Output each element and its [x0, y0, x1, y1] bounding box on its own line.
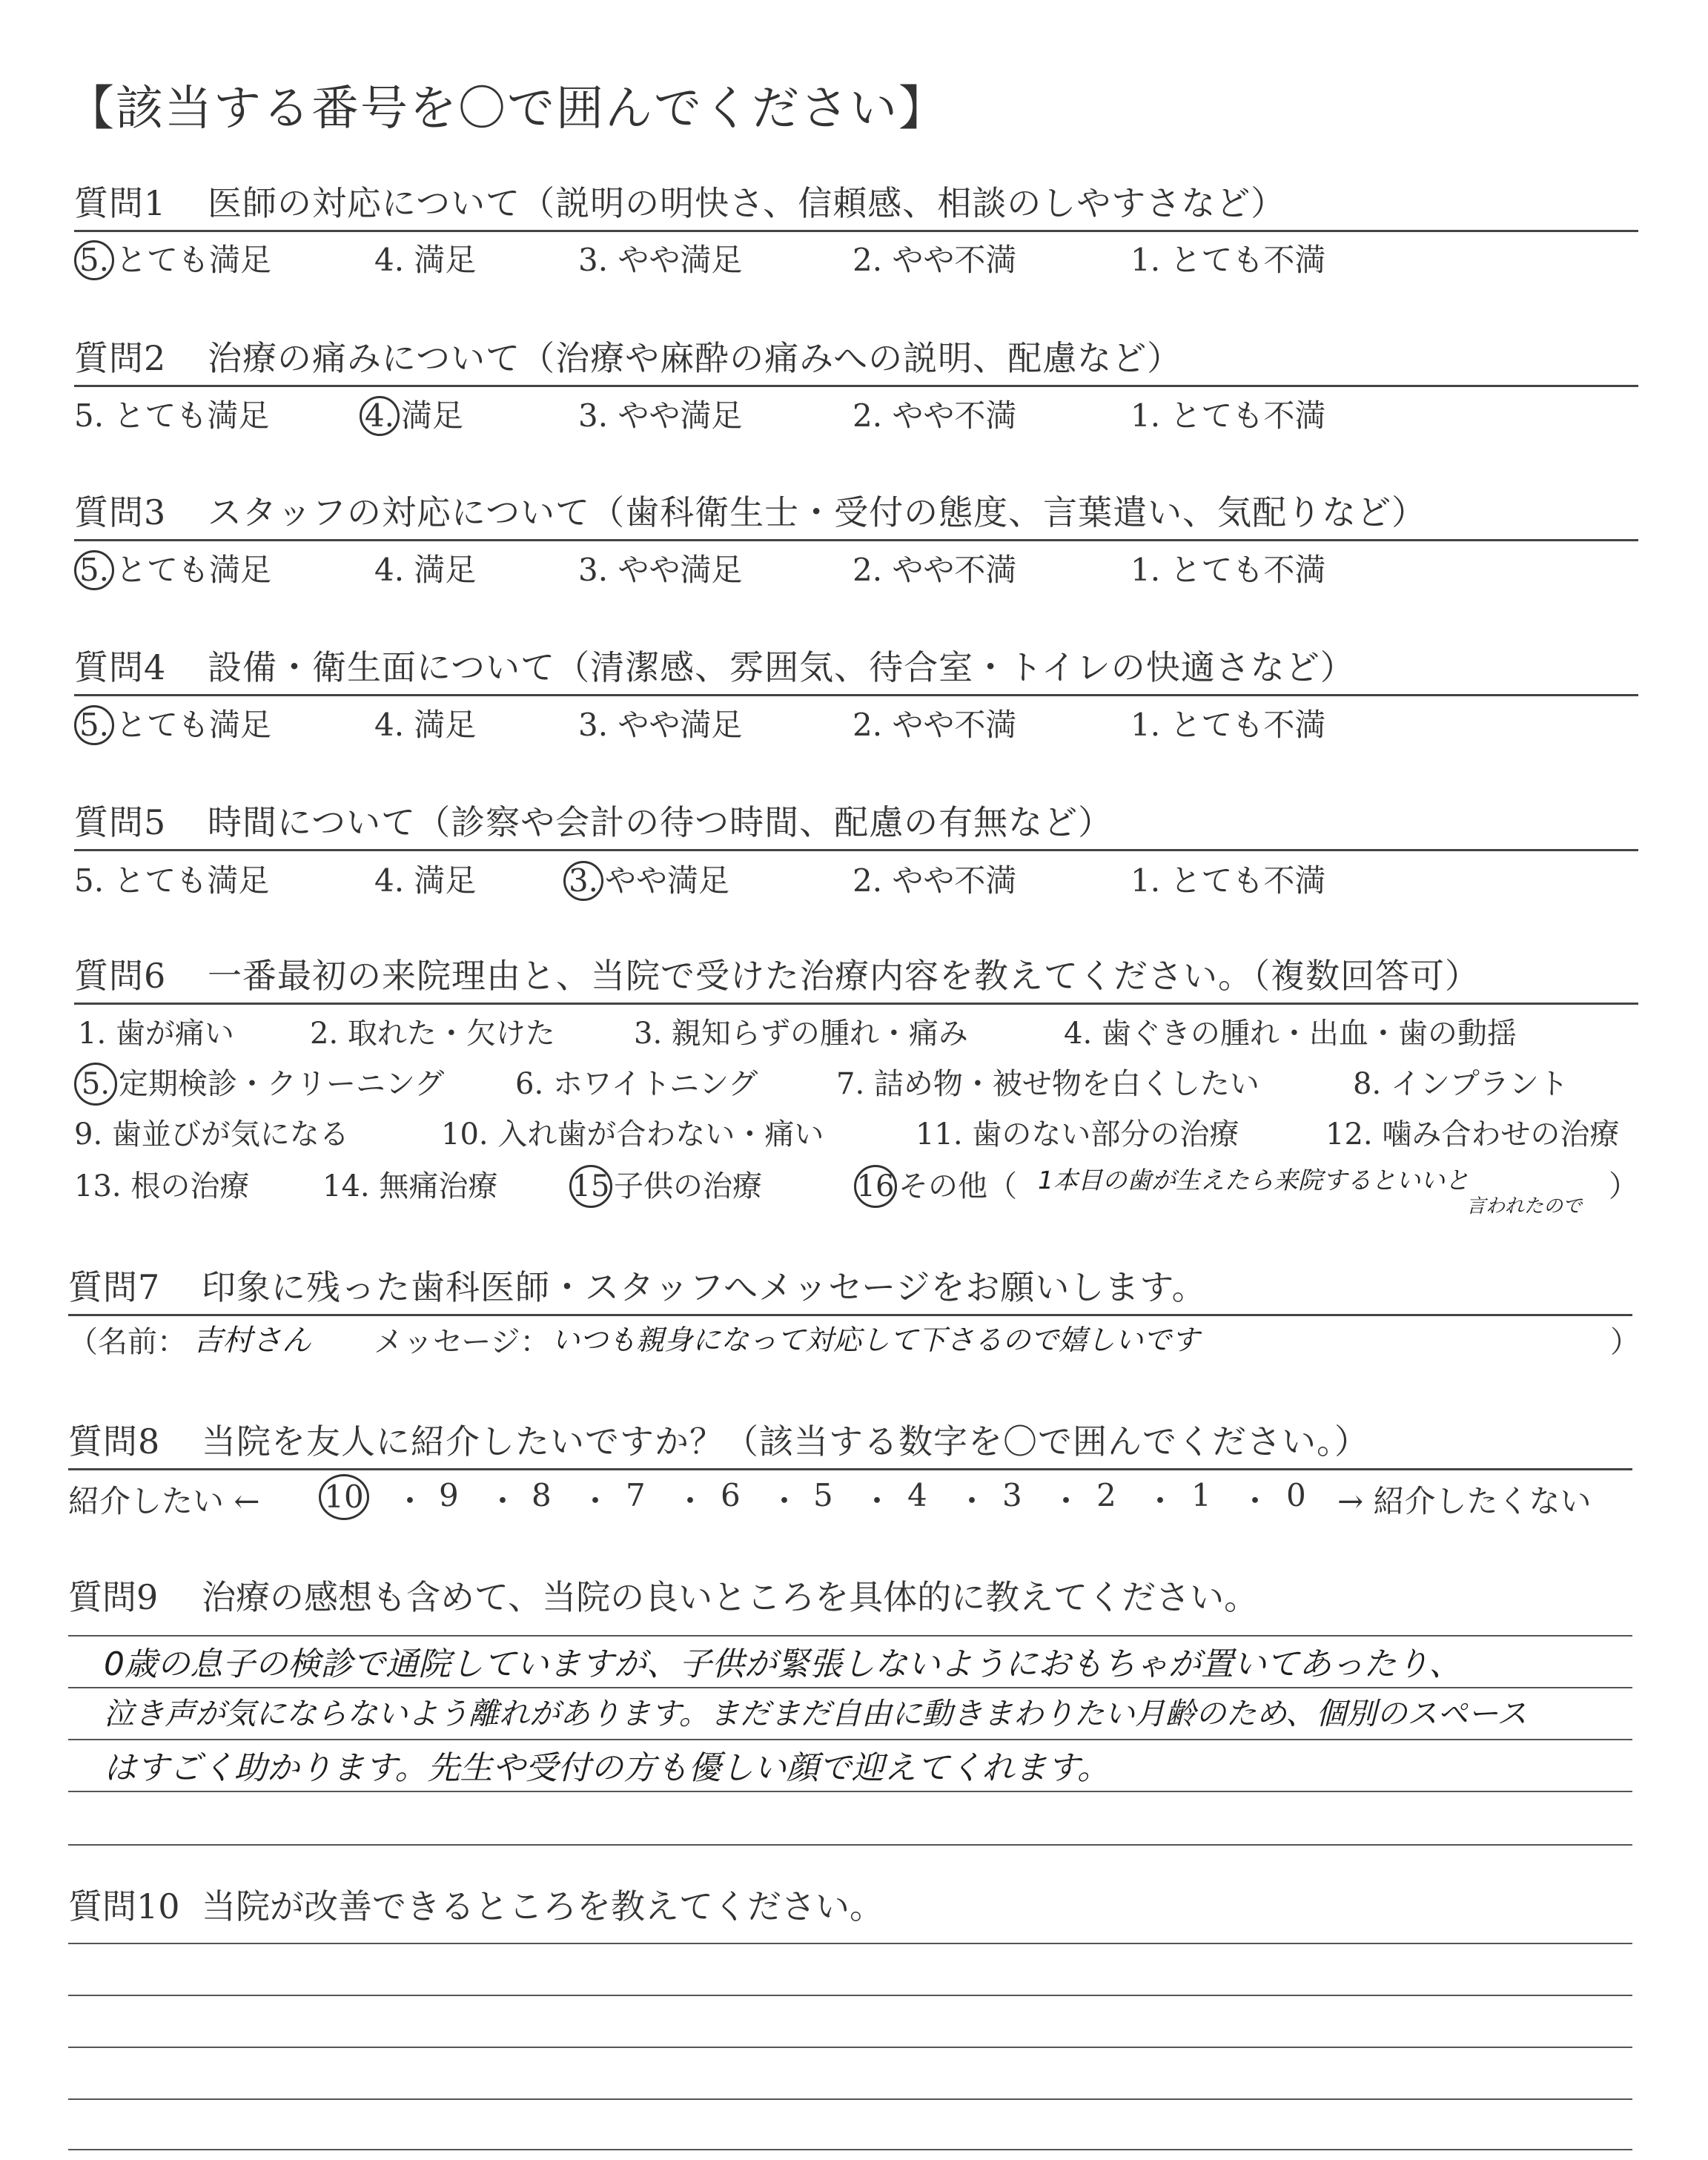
scale-dot: ・ — [1239, 1483, 1271, 1519]
scale-left-label: 紹介したい ← — [68, 1483, 260, 1519]
scale-value-6[interactable]: 6 — [721, 1477, 741, 1513]
page-title: 【該当する番号を〇で囲んでください】 — [67, 82, 947, 136]
option-1[interactable]: 1. とても不満 — [1131, 862, 1326, 899]
question-number: 質問3 — [74, 492, 167, 532]
option-3[interactable]: 3. やや満足 — [578, 707, 743, 743]
q6-option-13[interactable]: 13. 根の治療 — [74, 1169, 250, 1203]
scale-dot: ・ — [1050, 1483, 1082, 1519]
message-label: メッセージ： — [374, 1325, 550, 1359]
question-text: 当院が改善できるところを教えてください。 — [202, 1886, 884, 1926]
q6-option-2[interactable]: 2. 取れた・欠けた — [310, 1017, 555, 1051]
name-label: （名前： — [68, 1325, 187, 1359]
option-4[interactable]: 4. 満足 — [374, 552, 477, 588]
q6-option-8[interactable]: 8. インプラント — [1353, 1067, 1569, 1101]
answer-line — [68, 1635, 1632, 1636]
scale-value-3[interactable]: 3 — [1002, 1477, 1022, 1513]
q6-option-9[interactable]: 9. 歯並びが気になる — [74, 1117, 349, 1152]
q6-option-3[interactable]: 3. 親知らずの腫れ・痛み — [634, 1017, 968, 1051]
scale-value-7[interactable]: 7 — [626, 1477, 646, 1513]
q6-option-6[interactable]: 6. ホワイトニング — [515, 1067, 758, 1101]
question-5-options — [74, 856, 1638, 901]
option-1[interactable]: 1. とても不満 — [1131, 397, 1326, 434]
q6-option-12[interactable]: 12. 噛み合わせの治療 — [1325, 1117, 1620, 1152]
answer-line — [68, 2149, 1632, 2150]
question-3-options — [74, 546, 1638, 590]
question-text: スタッフの対応について（歯科衛生士・受付の態度、言葉遣い、気配りなど） — [208, 492, 1427, 532]
question-number: 質問1 — [74, 183, 167, 223]
q6-other-close: ） — [1609, 1169, 1638, 1203]
q6-other-answer: 1本目の歯が生えたら来院するといいと — [1038, 1166, 1469, 1195]
name-value[interactable]: 吉村さん — [193, 1324, 311, 1358]
option-5-selected[interactable]: 5. とても満足 — [74, 701, 271, 745]
scale-dot: ・ — [769, 1483, 801, 1519]
q6-option-4[interactable]: 4. 歯ぐきの腫れ・出血・歯の動揺 — [1064, 1017, 1517, 1051]
scale-value-4[interactable]: 4 — [907, 1477, 927, 1513]
question-3-title — [74, 486, 1638, 541]
question-number: 質問2 — [74, 338, 167, 378]
option-5[interactable]: 5. とても満足 — [74, 397, 270, 434]
answer-line — [68, 1995, 1632, 1996]
question-number: 質問8 — [68, 1421, 161, 1462]
option-5[interactable]: 5. とても満足 — [74, 862, 270, 899]
answer-line — [68, 1739, 1632, 1740]
option-2[interactable]: 2. やや不満 — [853, 242, 1017, 278]
message-close: ） — [1610, 1325, 1640, 1359]
scale-dot: ・ — [861, 1483, 893, 1519]
question-number: 質問9 — [68, 1577, 159, 1617]
question-number: 質問4 — [74, 647, 167, 687]
option-3-selected[interactable]: 3. やや満足 — [563, 856, 729, 901]
question-text: 時間について（診察や会計の待つ時間、配慮の有無など） — [208, 802, 1113, 842]
answer-line — [68, 2098, 1632, 2100]
question-number: 質問6 — [74, 956, 167, 996]
scale-dot: ・ — [956, 1483, 988, 1519]
question-6-row-3 — [74, 1111, 1668, 1154]
q6-option-7[interactable]: 7. 詰め物・被せ物を白くしたい — [836, 1067, 1260, 1101]
question-4-title — [74, 641, 1638, 696]
question-text: 医師の対応について（説明の明快さ、信頼感、相談のしやすさなど） — [208, 183, 1286, 223]
option-3[interactable]: 3. やや満足 — [578, 552, 743, 588]
option-4-selected[interactable]: 4. 満足 — [360, 392, 463, 436]
option-5-selected[interactable]: 5. とても満足 — [74, 546, 271, 590]
answer-line — [68, 2047, 1632, 2048]
scale-dot: ・ — [580, 1483, 612, 1519]
question-4-options — [74, 701, 1638, 745]
option-1[interactable]: 1. とても不満 — [1131, 242, 1326, 278]
q9-answer-line-1[interactable]: 0歳の息子の検診で通院していますが、子供が緊張しないようにおもちゃが置いてあったり、 — [104, 1645, 1462, 1683]
scale-value-2[interactable]: 2 — [1096, 1477, 1116, 1513]
option-4[interactable]: 4. 満足 — [374, 242, 477, 278]
scale-dot: ・ — [394, 1483, 426, 1519]
option-4[interactable]: 4. 満足 — [374, 707, 477, 743]
answer-line — [68, 1844, 1632, 1846]
answer-line — [68, 1687, 1632, 1688]
q6-option-5-selected[interactable]: 5. 定期検診・クリーニング — [74, 1060, 444, 1106]
q9-answer-line-2[interactable]: 泣き声が気にならないよう離れがあります。まだまだ自由に動きまわりたい月齢のため、個別のスペース — [104, 1696, 1528, 1731]
question-9-title — [68, 1571, 1258, 1619]
option-2[interactable]: 2. やや不満 — [853, 397, 1017, 434]
question-1-options — [74, 236, 1638, 280]
question-text: 印象に残った歯科医師・スタッフへメッセージをお願いします。 — [202, 1267, 1207, 1307]
question-6-row-1 — [74, 1010, 1668, 1053]
question-6-row-4 — [74, 1163, 1668, 1218]
question-6-title — [74, 949, 1638, 1005]
referral-scale — [68, 1477, 1640, 1522]
scale-selected-10[interactable]: 10 — [319, 1474, 369, 1520]
question-number: 質問5 — [74, 802, 167, 842]
option-1[interactable]: 1. とても不満 — [1131, 552, 1326, 588]
question-number: 質問7 — [68, 1267, 161, 1307]
option-2[interactable]: 2. やや不満 — [853, 707, 1017, 743]
scale-dot: ・ — [1145, 1483, 1176, 1519]
question-text: 当院を友人に紹介したいですか？（該当する数字を〇で囲んでください。） — [202, 1421, 1369, 1462]
scale-right-label: → 紹介したくない — [1337, 1483, 1592, 1519]
answer-line — [68, 1943, 1632, 1944]
option-3[interactable]: 3. やや満足 — [578, 397, 743, 434]
option-5-selected[interactable]: 5. とても満足 — [74, 236, 271, 280]
scale-dot: ・ — [487, 1483, 519, 1519]
scale-value-0[interactable]: 0 — [1286, 1477, 1306, 1513]
option-4[interactable]: 4. 満足 — [374, 862, 477, 899]
q9-answer-line-3[interactable]: はすごく助かります。先生や受付の方も優しい顔で迎えてくれます。 — [104, 1749, 1110, 1787]
scale-dot: ・ — [675, 1483, 706, 1519]
message-value[interactable]: いつも親身になって対応して下さるので嬉しいです — [552, 1324, 1200, 1356]
scale-value-9[interactable]: 9 — [439, 1477, 459, 1513]
question-text: 設備・衛生面について（清潔感、雰囲気、待合室・トイレの快適さなど） — [208, 647, 1355, 687]
question-text: 治療の痛みについて（治療や麻酔の痛みへの説明、配慮など） — [208, 338, 1182, 378]
q6-option-11[interactable]: 11. 歯のない部分の治療 — [916, 1117, 1239, 1152]
answer-line — [68, 1791, 1632, 1792]
question-number: 質問10 — [68, 1886, 180, 1926]
question-text: 治療の感想も含めて、当院の良いところを具体的に教えてください。 — [202, 1577, 1259, 1617]
question-8-title — [68, 1415, 1632, 1470]
question-2-title — [74, 331, 1638, 387]
question-10-title — [68, 1880, 884, 1929]
question-7-title — [68, 1261, 1632, 1316]
q6-option-14[interactable]: 14. 無痛治療 — [322, 1169, 498, 1203]
q6-option-15-selected[interactable]: 15 子供の治療 — [569, 1163, 762, 1208]
question-5-title — [74, 796, 1638, 851]
question-2-options — [74, 392, 1638, 436]
question-1-title — [74, 176, 1638, 232]
scale-value-1[interactable]: 1 — [1191, 1477, 1211, 1513]
q6-option-16-selected[interactable]: 16 その他（ — [854, 1163, 1017, 1208]
scale-value-8[interactable]: 8 — [532, 1477, 552, 1513]
q6-option-1[interactable]: 1. 歯が痛い — [78, 1017, 234, 1051]
option-2[interactable]: 2. やや不満 — [853, 552, 1017, 588]
option-3[interactable]: 3. やや満足 — [578, 242, 743, 278]
scale-value-5[interactable]: 5 — [813, 1477, 833, 1513]
q6-other-answer-line-2: 言われたので — [1466, 1195, 1583, 1218]
option-2[interactable]: 2. やや不満 — [853, 862, 1017, 899]
question-text: 一番最初の来院理由と、当院で受けた治療内容を教えてください。（複数回答可） — [208, 956, 1480, 996]
question-6-row-2 — [74, 1060, 1668, 1103]
q6-option-10[interactable]: 10. 入れ歯が合わない・痛い — [441, 1117, 824, 1152]
option-1[interactable]: 1. とても不満 — [1131, 707, 1326, 743]
